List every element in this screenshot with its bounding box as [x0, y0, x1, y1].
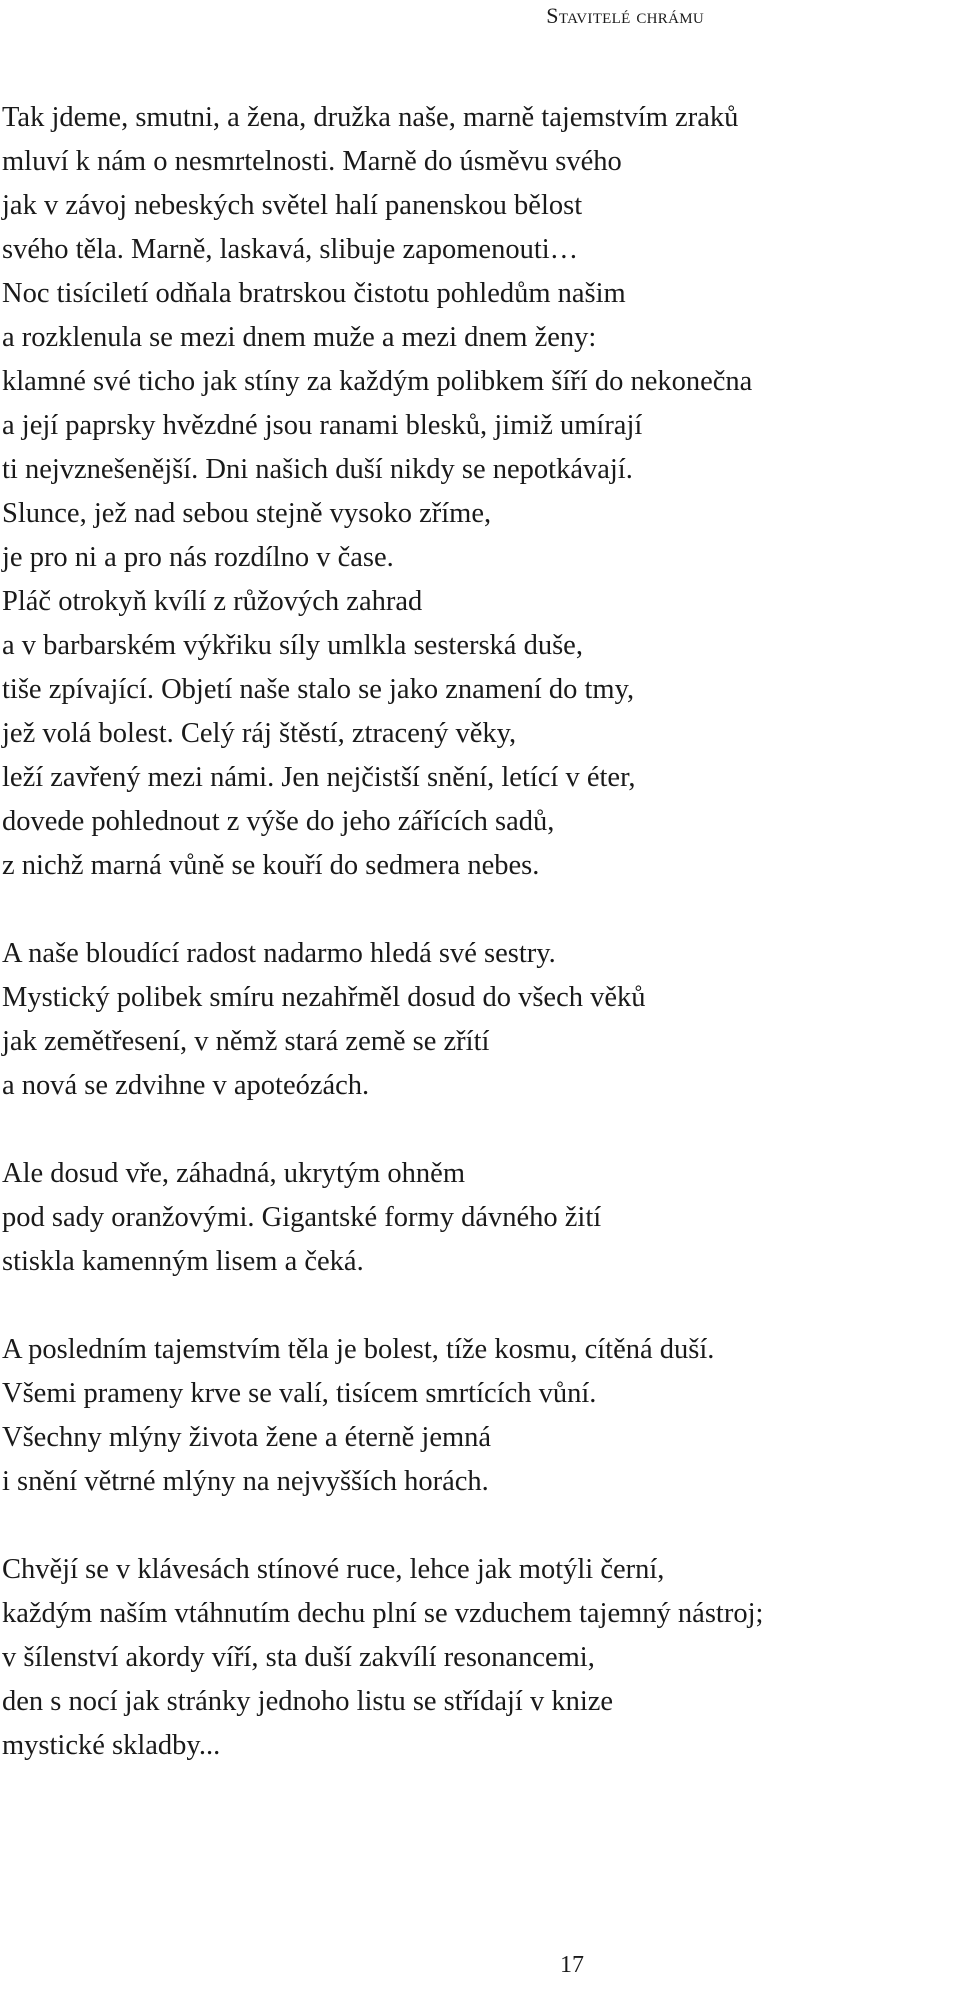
poem-line: a její paprsky hvězdné jsou ranami blesků, jimiž umírají [2, 410, 643, 441]
poem-line: mluví k nám o nesmrtelnosti. Marně do úsměvu svého [2, 146, 622, 177]
poem-line: Chvějí se v klávesách stínové ruce, lehce jak motýli černí, [2, 1554, 665, 1585]
poem-line: Noc tisíciletí odňala bratrskou čistotu pohledům našim [2, 278, 626, 309]
poem-line: z nichž marná vůně se kouří do sedmera nebes. [2, 850, 540, 881]
running-header [0, 0, 960, 36]
poem-line: a v barbarském výkřiku síly umlkla sesterská duše, [2, 630, 583, 661]
poem-line: v šílenství akordy víří, sta duší zakvílí resonancemi, [2, 1642, 595, 1673]
poem-line: stiskla kamenným lisem a čeká. [2, 1246, 364, 1277]
stanza [2, 1152, 958, 1284]
poem-line: Všemi prameny krve se valí, tisícem smrtících vůní. [2, 1378, 597, 1409]
poem-line: den s nocí jak stránky jednoho listu se střídají v knize [2, 1686, 614, 1717]
poem-line: Slunce, jež nad sebou stejně vysoko zříme, [2, 498, 492, 529]
page-number [0, 1950, 960, 1980]
poem-line: klamné své ticho jak stíny za každým polibkem šíří do nekonečna [2, 366, 753, 397]
poem-line: jak zemětřesení, v němž stará země se zřítí [2, 1026, 490, 1057]
poem-line: tiše zpívající. Objetí naše stalo se jako znamení do tmy, [2, 674, 635, 705]
stanza [2, 1548, 958, 1768]
stanza [2, 1328, 958, 1504]
poem-line: je pro ni a pro nás rozdílno v čase. [2, 542, 394, 573]
poem-line: jak v závoj nebeských světel halí panenskou bělost [2, 190, 583, 221]
poem-line: Ale dosud vře, záhadná, ukrytým ohněm [2, 1158, 465, 1189]
poem-line: i snění větrné mlýny na nejvyšších horách. [2, 1466, 489, 1497]
poem-line: leží zavřený mezi námi. Jen nejčistší snění, letící v éter, [2, 762, 636, 793]
page-number-text: 17 [560, 1952, 584, 1978]
stanza [2, 932, 958, 1108]
poem-line: mystické skladby... [2, 1730, 221, 1761]
poem-line: dovede pohlednout z výše do jeho zářících sadů, [2, 806, 555, 837]
poem-line: Pláč otrokyň kvílí z růžových zahrad [2, 586, 423, 617]
poem-line: A posledním tajemstvím těla je bolest, tíže kosmu, cítěná duší. [2, 1334, 715, 1365]
poem-body [2, 96, 958, 1768]
poem-line: pod sady oranžovými. Gigantské formy dávného žití [2, 1202, 602, 1233]
stanza [2, 96, 958, 888]
poem-line: A naše bloudící radost nadarmo hledá své sestry. [2, 938, 556, 969]
poem-line: a rozklenula se mezi dnem muže a mezi dnem ženy: [2, 322, 597, 353]
poem-line: Všechny mlýny života žene a éterně jemná [2, 1422, 492, 1453]
poem-line: svého těla. Marně, laskavá, slibuje zapomenouti… [2, 234, 579, 265]
poem-line: každým naším vtáhnutím dechu plní se vzduchem tajemný nástroj; [2, 1598, 764, 1629]
poem-line: jež volá bolest. Celý ráj štěstí, ztracený věky, [2, 718, 517, 749]
poem-line: ti nejvznešenější. Dni našich duší nikdy se nepotkávají. [2, 454, 633, 485]
poem-line: a nová se zdvihne v apoteózách. [2, 1070, 370, 1101]
poem-line: Mystický polibek smíru nezahřměl dosud do všech věků [2, 982, 646, 1013]
poem-line: Tak jdeme, smutni, a žena, družka naše, marně tajemstvím zraků [2, 102, 739, 133]
running-title: Stavitelé chrámu [546, 3, 704, 28]
